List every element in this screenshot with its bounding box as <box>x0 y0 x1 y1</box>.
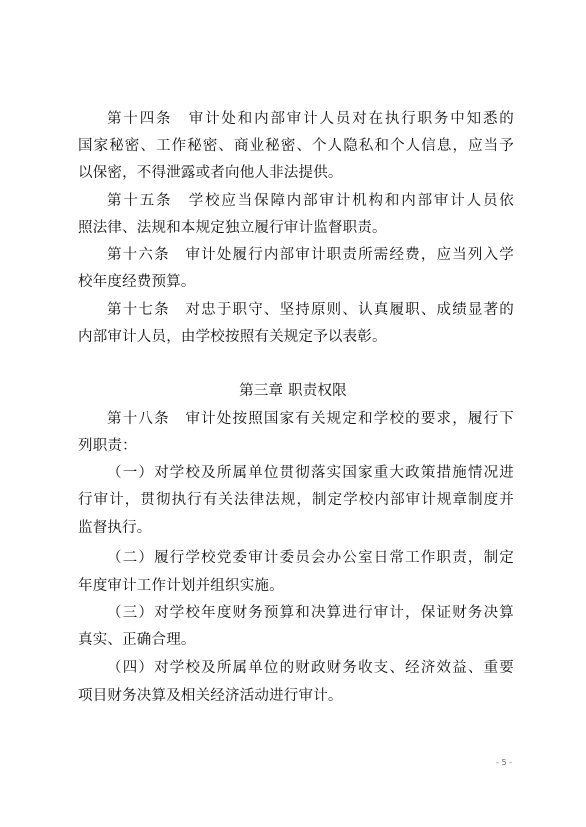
article-18-line-2: 列职责： <box>78 438 137 454</box>
article-14-line-1: 第十四条 审计处和内部审计人员对在执行职务中知悉的 <box>107 111 514 127</box>
item-2-line-1: （二）履行学校党委审计委员会办公室日常工作职责，制定 <box>107 550 514 566</box>
article-16-line-2: 校年度经费预算。 <box>78 274 196 290</box>
item-3-line-2: 真实、正确合理。 <box>78 632 196 648</box>
article-17-line-2: 内部审计人员，由学校按照有关规定予以表彰。 <box>78 329 387 345</box>
item-1-line-1: （一）对学校及所属单位贯彻落实国家重大政策措施情况进 <box>107 465 514 481</box>
article-15-line-2: 照法律、法规和本规定独立履行审计监督职责。 <box>78 220 387 236</box>
article-15-line-1: 第十五条 学校应当保障内部审计机构和内部审计人员依 <box>107 193 514 209</box>
item-4-line-2: 项目财务决算及相关经济活动进行审计。 <box>78 688 343 704</box>
article-14-line-2: 国家秘密、工作秘密、商业秘密、个人隐私和个人信息，应当予 <box>78 138 514 154</box>
item-1-line-3: 监督执行。 <box>78 520 152 536</box>
article-16-line-1: 第十六条 审计处履行内部审计职责所需经费，应当列入学 <box>107 247 514 263</box>
item-3-line-1: （三）对学校年度财务预算和决算进行审计，保证财务决算 <box>107 605 514 621</box>
page-number: - 5 - <box>496 758 512 767</box>
article-18-line-1: 第十八条 审计处按照国家有关规定和学校的要求，履行下 <box>107 411 514 427</box>
chapter-3-heading: 第三章 职责权限 <box>239 383 347 399</box>
item-2-line-2: 年度审计工作计划并组织实施。 <box>78 578 284 594</box>
item-1-line-2: 行审计，贯彻执行有关法律法规，制定学校内部审计规章制度并 <box>78 492 514 508</box>
article-14-line-3: 以保密，不得泄露或者向他人非法提供。 <box>78 165 343 181</box>
article-17-line-1: 第十七条 对忠于职守、坚持原则、认真履职、成绩显著的 <box>107 302 514 318</box>
item-4-line-1: （四）对学校及所属单位的财政财务收支、经济效益、重要 <box>107 660 514 676</box>
